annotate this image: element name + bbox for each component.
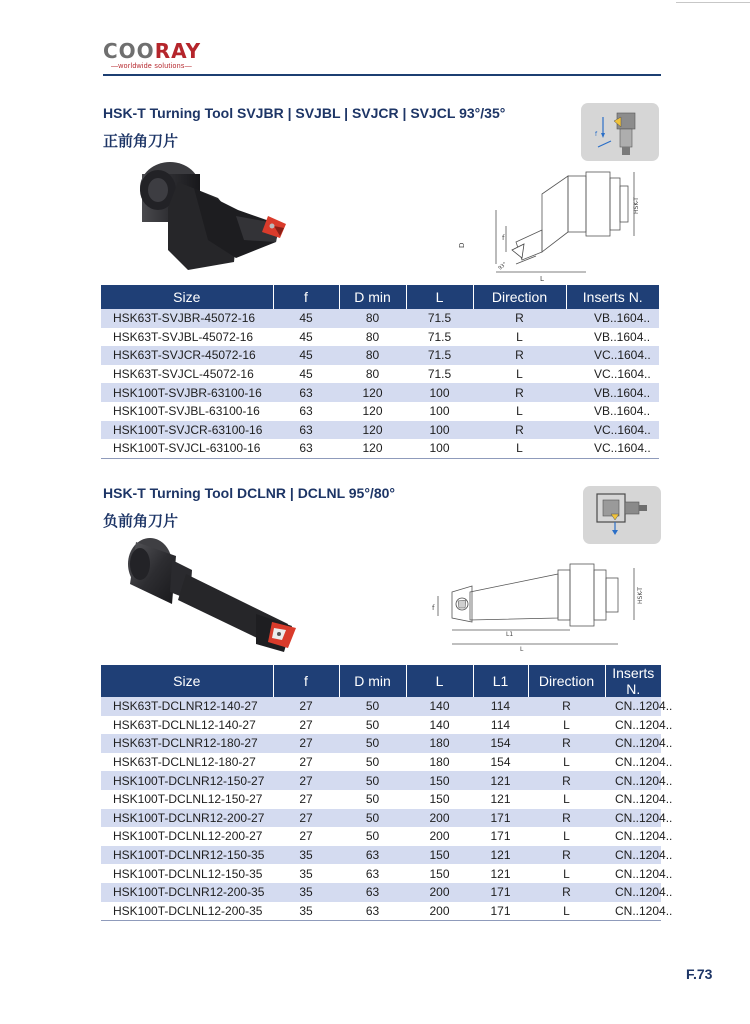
cell-l: 150 (406, 846, 473, 865)
cell-direction: L (563, 792, 570, 807)
table-header-row (101, 665, 661, 697)
cell-direction: L (516, 367, 523, 382)
cell-inserts: CN..1204.. (605, 902, 661, 921)
brand-wordmark: COORAY (103, 39, 202, 63)
brand-logo (103, 40, 201, 71)
table-row (101, 753, 661, 772)
cell-size: HSK100T-DCLNR12-150-27 (101, 771, 273, 790)
cell-dmin: 120 (339, 421, 406, 440)
cell-inserts: CN..1204.. (615, 866, 673, 881)
cell-inserts: CN..1204.. (605, 883, 661, 902)
cell-direction: R (473, 383, 566, 402)
cell-inserts: CN..1204.. (615, 717, 673, 732)
cell-l: 150 (406, 771, 473, 790)
table-row (101, 902, 661, 921)
drawing2-dim-l: L (520, 646, 524, 653)
cell-dmin: 80 (339, 309, 406, 328)
header-divider (103, 74, 661, 76)
section2-orientation-thumbnail (583, 486, 661, 544)
header-l: L (406, 665, 473, 697)
section1-spec-table (101, 285, 659, 459)
cell-dmin: 50 (339, 771, 406, 790)
cell-inserts: VC..1604.. (566, 346, 659, 365)
cell-direction: L (528, 902, 605, 921)
cell-size: HSK63T-SVJBL-45072-16 (113, 329, 254, 344)
cell-l: 150 (429, 866, 450, 881)
cell-size: HSK100T-DCLNR12-200-35 (101, 883, 273, 902)
table-row (101, 328, 659, 347)
cell-size: HSK100T-DCLNL12-200-35 (101, 902, 273, 921)
cell-dmin: 50 (365, 829, 380, 844)
header-size: Size (101, 285, 273, 309)
cell-direction: L (516, 404, 523, 419)
cell-l1: 171 (490, 829, 511, 844)
table-row (101, 309, 659, 328)
cell-l1: 154 (490, 755, 511, 770)
cell-dmin: 80 (339, 346, 406, 365)
section1-technical-drawing (456, 160, 661, 285)
cell-l1: 171 (473, 883, 528, 902)
cell-f: 27 (299, 829, 313, 844)
cell-inserts: VB..1604.. (566, 309, 659, 328)
cell-inserts: VB..1604.. (594, 404, 651, 419)
cell-direction: L (563, 717, 570, 732)
cell-size: HSK63T-SVJBR-45072-16 (101, 309, 273, 328)
cell-f: 63 (299, 404, 313, 419)
table-row (101, 697, 661, 716)
cell-dmin: 50 (365, 755, 380, 770)
cell-size: HSK100T-DCLNL12-200-27 (113, 829, 263, 844)
cell-direction: L (516, 329, 523, 344)
table-header-row (101, 285, 659, 309)
cell-l: 100 (429, 404, 450, 419)
cell-l: 200 (406, 809, 473, 828)
drawing1-dim-l: L (540, 275, 544, 283)
cell-direction: R (528, 809, 605, 828)
cell-l1: 171 (473, 902, 528, 921)
cell-size: HSK100T-SVJBR-63100-16 (101, 383, 273, 402)
brand-tagline: —worldwide solutions— (111, 63, 192, 70)
cell-direction: R (528, 734, 605, 753)
header-l: L (406, 285, 473, 309)
cell-f: 27 (299, 792, 313, 807)
cell-size: HSK63T-DCLNL12-140-27 (113, 717, 256, 732)
cell-l1: 114 (490, 717, 511, 732)
cell-direction: R (528, 771, 605, 790)
cell-f: 27 (299, 717, 313, 732)
table-row (101, 883, 661, 902)
table-row (101, 365, 659, 384)
cell-size: HSK100T-DCLNL12-150-27 (113, 792, 263, 807)
section1-subtitle: 正前角刀片 (103, 133, 179, 150)
cell-dmin: 50 (339, 697, 406, 716)
section2-subtitle: 负前角刀片 (103, 513, 179, 530)
table-row (101, 383, 659, 402)
cell-f: 45 (273, 346, 339, 365)
cell-l: 71.5 (406, 346, 473, 365)
table-row (101, 716, 661, 735)
cell-l: 200 (406, 883, 473, 902)
cell-direction: R (473, 346, 566, 365)
cell-inserts: CN..1204.. (615, 755, 673, 770)
cell-dmin: 50 (365, 792, 380, 807)
cell-l: 100 (406, 383, 473, 402)
cell-l1: 121 (490, 792, 511, 807)
cell-dmin: 50 (339, 809, 406, 828)
cell-dmin: 63 (339, 846, 406, 865)
cell-dmin: 80 (365, 329, 380, 344)
top-rule (676, 2, 750, 3)
cell-size: HSK63T-SVJCL-45072-16 (113, 367, 254, 382)
section2-title: HSK-T Turning Tool DCLNR | DCLNL 95°/80° (103, 485, 395, 501)
table-row (101, 734, 661, 753)
cell-f: 45 (273, 309, 339, 328)
cell-f: 63 (273, 421, 339, 440)
cell-inserts: CN..1204.. (615, 792, 673, 807)
cell-l1: 154 (473, 734, 528, 753)
cell-l: 180 (429, 755, 450, 770)
table-row (101, 771, 661, 790)
svg-text:f: f (595, 131, 598, 138)
cell-size: HSK63T-SVJCR-45072-16 (101, 346, 273, 365)
cell-size: HSK100T-DCLNR12-150-35 (101, 846, 273, 865)
cell-dmin: 63 (365, 866, 380, 881)
header-l1: L1 (473, 665, 528, 697)
cell-inserts: VB..1604.. (594, 329, 651, 344)
cell-l: 100 (406, 421, 473, 440)
table-row (101, 827, 661, 846)
cell-direction: L (563, 755, 570, 770)
header-f: f (273, 285, 339, 309)
cell-size: HSK100T-SVJCR-63100-16 (101, 421, 273, 440)
cell-l: 140 (406, 697, 473, 716)
table-row (101, 846, 661, 865)
cell-inserts: VC..1604.. (594, 367, 651, 382)
cell-f: 35 (273, 846, 339, 865)
cell-direction: R (528, 697, 605, 716)
header-size: Size (101, 665, 273, 697)
cell-inserts: VB..1604.. (566, 383, 659, 402)
cell-l: 71.5 (406, 309, 473, 328)
section2-spec-table (101, 665, 673, 921)
cell-dmin: 120 (362, 404, 383, 419)
cell-size: HSK63T-DCLNR12-180-27 (101, 734, 273, 753)
cell-l1: 121 (473, 771, 528, 790)
cell-dmin: 120 (339, 383, 406, 402)
table-row (101, 402, 659, 421)
section1-product-photo (128, 158, 304, 278)
table-row (101, 864, 661, 883)
drawing1-angle-label: 93° (497, 261, 509, 272)
cell-inserts: CN..1204.. (605, 809, 661, 828)
cell-inserts: CN..1204.. (605, 734, 661, 753)
cell-l: 150 (429, 792, 450, 807)
header-f: f (273, 665, 339, 697)
cell-direction: L (563, 829, 570, 844)
table-row (101, 809, 661, 828)
cell-f: 45 (299, 329, 313, 344)
cell-inserts: CN..1204.. (605, 771, 661, 790)
cell-l: 200 (429, 829, 450, 844)
header-dmin: D min (339, 665, 406, 697)
cell-direction: R (528, 883, 605, 902)
cell-f: 35 (273, 883, 339, 902)
cell-l1: 121 (490, 866, 511, 881)
cell-size: HSK100T-DCLNL12-150-35 (113, 866, 263, 881)
cell-size: HSK100T-SVJBL-63100-16 (113, 404, 260, 419)
cell-l: 180 (406, 734, 473, 753)
header-inserts: Inserts N. (566, 285, 659, 309)
cell-f: 27 (299, 755, 313, 770)
cell-direction: L (563, 866, 570, 881)
cell-size: HSK63T-DCLNL12-180-27 (113, 755, 256, 770)
cell-f: 27 (273, 697, 339, 716)
table-row (101, 439, 659, 458)
header-direction: Direction (528, 665, 605, 697)
cell-l: 71.5 (427, 329, 452, 344)
table-row (101, 421, 659, 440)
cell-l: 200 (406, 902, 473, 921)
cell-l1: 171 (473, 809, 528, 828)
cell-dmin: 63 (339, 883, 406, 902)
cell-inserts: CN..1204.. (605, 846, 661, 865)
cell-size: HSK63T-DCLNR12-140-27 (101, 697, 273, 716)
cell-f: 63 (273, 383, 339, 402)
cell-size: HSK100T-DCLNR12-200-27 (101, 809, 273, 828)
section1-orientation-thumbnail (581, 103, 659, 161)
table-row (101, 346, 659, 365)
cell-dmin: 80 (365, 367, 380, 382)
cell-f: 35 (299, 866, 313, 881)
cell-f: 63 (273, 439, 339, 458)
cell-direction: R (473, 421, 566, 440)
section2-technical-drawing (430, 558, 662, 654)
cell-l: 100 (406, 439, 473, 458)
drawing2-dim-f: f (432, 604, 435, 612)
header-dmin: D min (339, 285, 406, 309)
cell-dmin: 50 (365, 717, 380, 732)
cell-f: 27 (273, 809, 339, 828)
table-row (101, 790, 661, 809)
cell-dmin: 63 (339, 902, 406, 921)
cell-f: 35 (273, 902, 339, 921)
cell-dmin: 120 (339, 439, 406, 458)
header-direction: Direction (473, 285, 566, 309)
drawing2-dim-l1: L1 (506, 631, 514, 638)
cell-l1: 121 (473, 846, 528, 865)
cell-inserts: VC..1604.. (566, 421, 659, 440)
drawing1-dim-d: D (458, 242, 466, 248)
drawing1-dim-f: f (502, 234, 505, 242)
cell-inserts: CN..1204.. (615, 829, 673, 844)
cell-l: 71.5 (427, 367, 452, 382)
cell-f: 27 (273, 734, 339, 753)
drawing2-spindle-label: HSK-T (637, 587, 644, 604)
cell-dmin: 50 (339, 734, 406, 753)
cell-direction: R (528, 846, 605, 865)
cell-inserts: VC..1604.. (566, 439, 659, 458)
cell-f: 45 (299, 367, 313, 382)
header-inserts: Inserts N. (605, 665, 661, 697)
cell-direction: R (473, 309, 566, 328)
cell-inserts: CN..1204.. (605, 697, 661, 716)
section2-product-photo (116, 534, 310, 662)
cell-size: HSK100T-SVJCL-63100-16 (101, 439, 273, 458)
section1-title: HSK-T Turning Tool SVJBR | SVJBL | SVJCR | SVJCL 93°/35° (103, 105, 506, 121)
drawing1-spindle-label: HSK-T (633, 197, 640, 214)
cell-l: 140 (429, 717, 450, 732)
cell-direction: L (473, 439, 566, 458)
cell-l1: 114 (473, 697, 528, 716)
cell-f: 27 (273, 771, 339, 790)
page-number: F.73 (686, 966, 713, 982)
